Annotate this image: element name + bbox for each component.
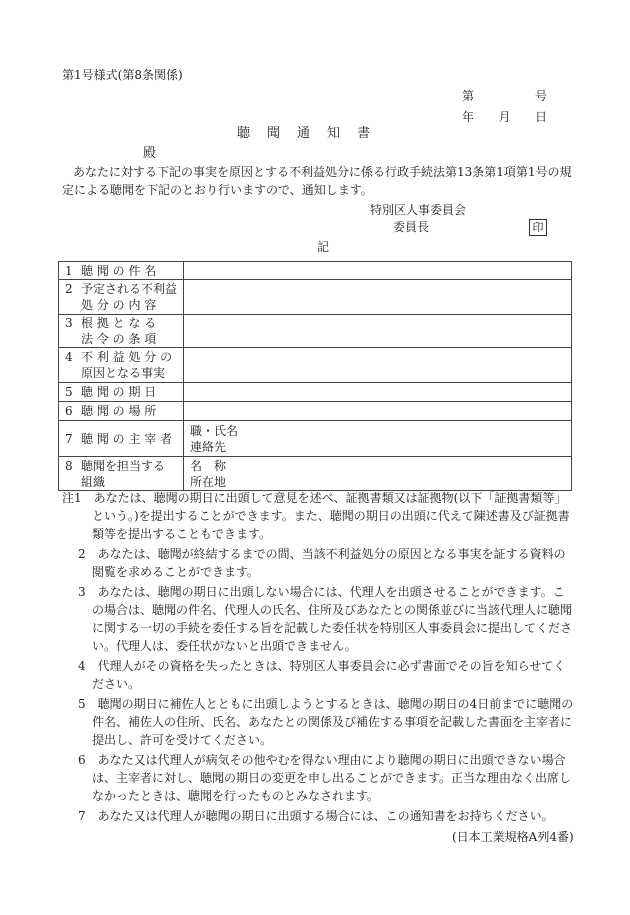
row-value[interactable] xyxy=(184,348,572,383)
table-row xyxy=(59,348,572,383)
note-label: 4 xyxy=(78,659,86,673)
number-prefix: 第 xyxy=(462,89,475,103)
row-value[interactable] xyxy=(184,262,572,280)
document-number xyxy=(462,90,547,102)
note-text: あなたは、聴聞の期日に出頭しない場合には、代理人を出頭させることができます。この場合は、聴聞の件名、代理人の氏名、住所及びあなたとの関係並びに当該代理人に聴聞に関する一切の手続を委任する旨を記載した委任状を特別区人事委員会に提出してください。代理人は、委任状がないと出頭できません。 xyxy=(92,585,573,653)
note-label: 注1 xyxy=(62,491,82,505)
note-text: あなた又は代理人が病気その他やむを得ない理由により聴聞の期日に出頭できない場合は、主宰者に対し、聴聞の期日の変更を申し出ることができます。正当な理由なく出席しなかったときは、聴聞を行ったものとみなされます。 xyxy=(92,753,572,803)
row-value[interactable] xyxy=(184,402,572,421)
title-char: 知 xyxy=(327,126,341,141)
row-value[interactable] xyxy=(184,383,572,402)
note-text: あなたは、聴聞の期日に出頭して意見を述べ、証拠書類又は証拠物(以下「証拠書類等」という。)を提出することができます。また、聴聞の期日の出頭に代えて陳述書及び証拠書類等を提出することもできます。 xyxy=(92,491,570,541)
document-title xyxy=(237,127,370,140)
note-text: あなたは、聴聞が終結するまでの間、当該不利益処分の原因となる事実を証する資料の閲覧を求めることができます。 xyxy=(92,547,566,579)
form-number: 第1号様式(第8条関係) xyxy=(62,68,183,82)
table-row xyxy=(59,383,572,402)
row-value[interactable] xyxy=(184,421,572,457)
table-row xyxy=(59,280,572,315)
table-row xyxy=(59,421,572,457)
note-label: 6 xyxy=(78,753,86,767)
note-item xyxy=(62,751,576,805)
title-char: 聴 xyxy=(237,126,251,141)
note-item xyxy=(62,489,576,543)
title-char: 聞 xyxy=(267,126,281,141)
row-label: 2 予定される不利益 処 分 の 内 容 xyxy=(59,280,184,315)
row-label: 5 聴 聞 の 期 日 xyxy=(59,383,184,402)
table-row xyxy=(59,402,572,421)
row-label: 4 不 利 益 処 分 の 原因となる事実 xyxy=(59,348,184,383)
table-row xyxy=(59,262,572,280)
row-label: 8 聴聞を担当する 組織 xyxy=(59,457,184,491)
body-text: あなたに対する下記の事実を原因とする不利益処分に係る行政手続法第13条第1項第1号の規定による聴聞を下記のとおり行いますので、通知します。 xyxy=(62,165,572,197)
note-label: 2 xyxy=(78,547,86,561)
note-item xyxy=(62,657,576,693)
row-label: 1 聴 聞 の 件 名 xyxy=(59,262,184,280)
note-label: 7 xyxy=(78,809,86,823)
addressee-suffix: 殿 xyxy=(143,146,157,161)
number-suffix: 号 xyxy=(534,89,547,103)
date-year: 年 xyxy=(462,110,475,124)
note-item xyxy=(62,583,576,655)
ki-heading: 記 xyxy=(317,240,330,254)
notes-section xyxy=(62,489,576,827)
document-date xyxy=(462,111,547,123)
org-name-label: 名 称 xyxy=(190,458,227,473)
date-month: 月 xyxy=(498,110,511,124)
date-day: 日 xyxy=(534,110,547,124)
note-text: 聴聞の期日に補佐人とともに出頭しようとするときは、聴聞の期日の4日前までに聴聞の件名、補佐人の住所、氏名、あなたとの関係及び補佐する事項を記載した書面を主宰者に提出し、許可を受けてください。 xyxy=(92,697,574,747)
issuer-org: 特別区人事委員会 xyxy=(370,203,467,217)
note-label: 5 xyxy=(78,697,86,711)
title-char: 通 xyxy=(297,126,311,141)
org-address-label: 所在地 xyxy=(190,474,227,489)
issuer-title: 委員長 xyxy=(393,220,430,234)
note-text: あなた又は代理人が聴聞の期日に出頭する場合には、この通知書をお持ちください。 xyxy=(97,809,554,823)
note-item xyxy=(62,545,576,581)
note-label: 3 xyxy=(78,585,86,599)
table-row xyxy=(59,315,572,348)
title-char: 書 xyxy=(357,126,371,141)
row-label: 3 根 拠 と な る 法 令 の 条 項 xyxy=(59,315,184,348)
row-value[interactable] xyxy=(184,315,572,348)
paper-size-note: (日本工業規格A列4番) xyxy=(452,830,574,844)
note-text: 代理人がその資格を失ったときは、特別区人事委員会に必ず書面でその旨を知らせてください。 xyxy=(92,659,566,691)
row-label: 6 聴 聞 の 場 所 xyxy=(59,402,184,421)
seal-mark: 印 xyxy=(529,219,547,236)
row-value[interactable] xyxy=(184,280,572,315)
presider-contact-label: 連絡先 xyxy=(190,439,227,454)
hearing-details-table xyxy=(58,261,572,491)
note-item xyxy=(62,695,576,749)
row-label: 7 聴 聞 の 主 宰 者 xyxy=(59,421,184,457)
table-row xyxy=(59,457,572,491)
body-paragraph xyxy=(62,163,578,199)
note-item xyxy=(62,807,576,825)
presider-name-label: 職・氏名 xyxy=(190,423,239,438)
row-value[interactable] xyxy=(184,457,572,491)
